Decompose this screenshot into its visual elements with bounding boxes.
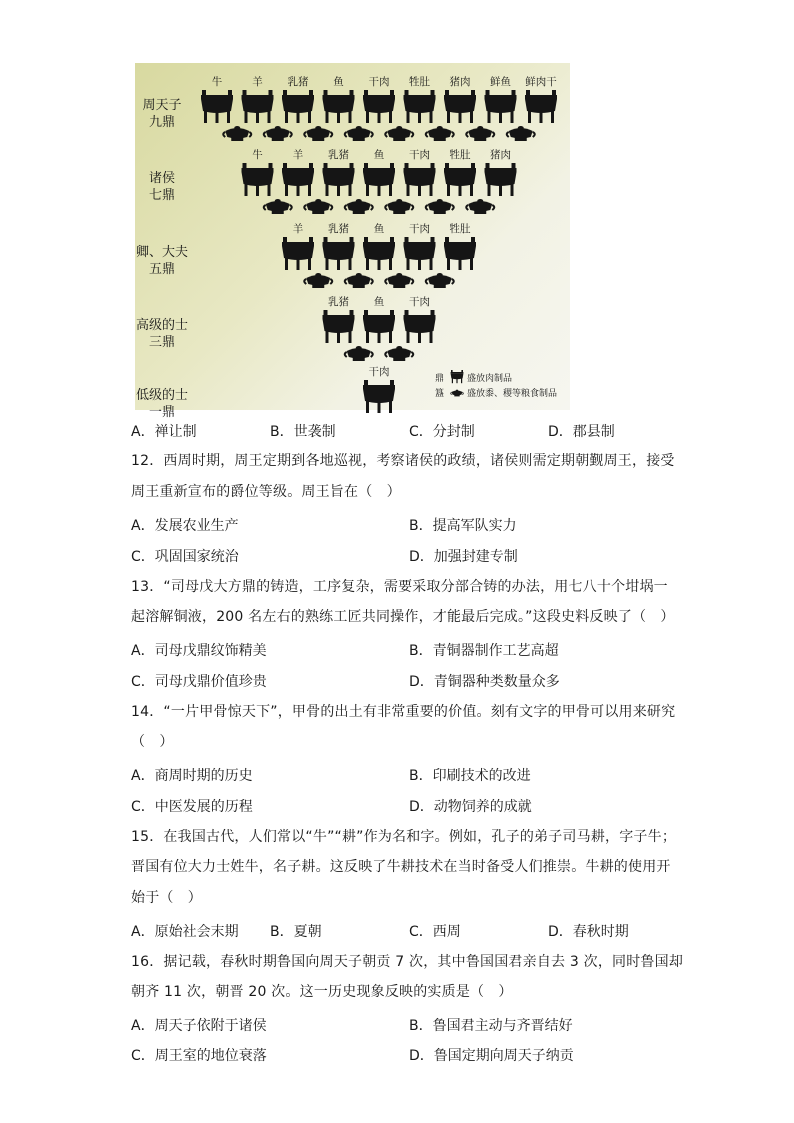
q14-stem-line-1: 14．“一片甲骨惊天下”，甲骨的出土有非常重要的价值。刻有文字的甲骨可以用来研究: [131, 704, 676, 720]
q12-option-a[interactable]: A．发展农业生产: [131, 518, 239, 534]
q14-stem-line-2: （ ）: [131, 734, 174, 750]
ding-vessel-icon: [404, 310, 436, 343]
food-label: 干肉: [409, 223, 430, 235]
legend-gui-icon: [451, 390, 464, 397]
legend-char: 鼎: [435, 374, 445, 384]
gui-vessel-icon: [385, 346, 413, 361]
food-label: 鲜鱼: [490, 76, 511, 88]
q15-option-b[interactable]: B．夏朝: [270, 924, 322, 940]
gui-vessel-icon: [345, 273, 373, 288]
q13-option-d[interactable]: D．青铜器种类数量众多: [409, 674, 560, 690]
food-label: 乳猪: [328, 223, 349, 235]
q16-stem-line-2: 朝齐 11 次，朝晋 20 次。这一历史现象反映的实质是（ ）: [131, 984, 513, 1000]
gui-vessel-icon: [264, 199, 292, 214]
ding-vessel-icon: [242, 90, 274, 123]
gui-vessel-icon: [507, 126, 535, 141]
q14-option-d[interactable]: D．动物饲养的成就: [409, 799, 532, 815]
ding-vessel-icon: [323, 310, 355, 343]
gui-vessel-icon: [304, 199, 332, 214]
q14-option-a[interactable]: A．商周时期的历史: [131, 768, 253, 784]
gui-vessel-icon: [426, 273, 454, 288]
food-label: 乳猪: [287, 76, 309, 88]
food-label: 牛: [252, 149, 263, 161]
q12-option-b[interactable]: B．提高军队实力: [409, 518, 517, 534]
food-label: 乳猪: [328, 296, 349, 308]
q15-stem-line-2: 晋国有位大力士姓牛，名子耕。这反映了牛耕技术在当时备受人们推崇。牛耕的使用开: [131, 859, 671, 875]
ding-vessel-icon: [201, 90, 233, 123]
ding-vessel-icon: [363, 90, 395, 123]
ding-count-label: 七鼎: [148, 188, 176, 203]
q13-option-b[interactable]: B．青铜器制作工艺高超: [409, 643, 559, 659]
ding-count-label: 三鼎: [148, 335, 176, 350]
food-label: 干肉: [409, 149, 430, 161]
ding-vessel-icon: [404, 163, 436, 196]
ding-vessel-icon: [363, 310, 395, 343]
q16-option-a[interactable]: A．周天子依附于诸侯: [131, 1018, 267, 1034]
q16-option-c[interactable]: C．周王室的地位衰落: [131, 1048, 267, 1064]
rank-label: 低级的士: [135, 388, 189, 403]
ding-vessel-icon: [323, 163, 355, 196]
gui-vessel-icon: [264, 126, 292, 141]
q13-stem-line-1: 13．“司母戊大方鼎的铸造，工序复杂，需要采取分部合铸的办法，用七八十个坩埚一: [131, 579, 668, 595]
gui-vessel-icon: [345, 126, 373, 141]
ding-vessel-icon: [444, 90, 476, 123]
legend-text: 盛放肉制品: [467, 374, 513, 384]
food-label: 干肉: [368, 76, 390, 88]
ding-vessel-icon: [525, 90, 557, 123]
ding-vessel-icon: [323, 90, 355, 123]
rank-label: 诸侯: [148, 171, 176, 186]
ding-count-label: 一鼎: [148, 405, 176, 420]
food-label: 牲肚: [409, 76, 430, 88]
gui-vessel-icon: [223, 126, 251, 141]
ding-vessel-icon: [444, 163, 476, 196]
food-label: 干肉: [368, 366, 390, 378]
ding-vessel-icon: [363, 237, 395, 270]
food-label: 鱼: [373, 149, 385, 161]
ding-vessel-icon: [485, 90, 517, 123]
rank-label: 周天子: [142, 98, 182, 113]
q15-option-a[interactable]: A．原始社会末期: [131, 924, 239, 940]
rank-label: 高级的士: [135, 318, 189, 333]
ding-vessel-icon: [363, 380, 395, 413]
q13-option-a[interactable]: A．司母戊鼎纹饰精美: [131, 643, 267, 659]
food-label: 鱼: [373, 296, 385, 308]
food-label: 牲肚: [449, 223, 471, 235]
q11-option-c[interactable]: C．分封制: [409, 424, 475, 440]
q16-option-b[interactable]: B．鲁国君主动与齐晋结好: [409, 1018, 573, 1034]
q12-option-d[interactable]: D．加强封建专制: [409, 549, 518, 565]
food-label: 乳猪: [328, 149, 349, 161]
q15-option-c[interactable]: C．西周: [409, 924, 461, 940]
ding-vessel-icon: [404, 90, 436, 123]
ding-vessel-icon: [282, 237, 314, 270]
q12-option-c[interactable]: C．巩固国家统治: [131, 549, 239, 565]
gui-vessel-icon: [385, 273, 413, 288]
q15-stem-line-3: 始于（ ）: [131, 890, 202, 906]
ding-vessel-icon: [485, 163, 517, 196]
gui-vessel-icon: [385, 126, 413, 141]
food-label: 干肉: [409, 296, 430, 308]
q11-option-a[interactable]: A．禅让制: [131, 424, 197, 440]
gui-vessel-icon: [345, 346, 373, 361]
gui-vessel-icon: [345, 199, 373, 214]
food-label: 猪肉: [490, 149, 511, 161]
food-label: 鱼: [333, 76, 344, 88]
q12-stem-line-1: 12．西周时期，周王定期到各地巡视，考察诸侯的政绩，诸侯则需定期朝觐周王，接受: [131, 453, 675, 469]
ding-count-label: 五鼎: [148, 262, 176, 277]
ding-hierarchy-diagram: [135, 63, 570, 420]
food-label: 牛: [211, 76, 223, 88]
q13-option-c[interactable]: C．司母戊鼎价值珍贵: [131, 674, 267, 690]
legend-text: 盛放黍、稷等粮食制品: [467, 389, 558, 399]
ding-vessel-icon: [323, 237, 355, 270]
q15-stem-line-1: 15．在我国古代，人们常以“牛”“耕”作为名和字。例如，孔子的弟子司马耕，字子牛；: [131, 829, 677, 845]
q12-stem-line-2: 周王重新宣布的爵位等级。周王旨在（ ）: [131, 484, 401, 500]
q15-option-d[interactable]: D．春秋时期: [548, 924, 629, 940]
legend-char: 簋: [435, 389, 445, 399]
food-label: 鱼: [373, 223, 385, 235]
ding-vessel-icon: [282, 163, 314, 196]
legend-ding-icon: [451, 370, 464, 383]
gui-vessel-icon: [385, 199, 413, 214]
q11-option-d[interactable]: D．郡县制: [548, 424, 615, 440]
ding-hierarchy-figure: [135, 63, 570, 420]
q14-option-b[interactable]: B．印刷技术的改进: [409, 768, 531, 784]
q16-stem-line-1: 16．据记载，春秋时期鲁国向周天子朝贡 7 次，其中鲁国国君亲自去 3 次，同时鲁国却: [131, 954, 684, 970]
ding-vessel-icon: [282, 90, 314, 123]
gui-vessel-icon: [426, 126, 454, 141]
ding-vessel-icon: [242, 163, 274, 196]
gui-vessel-icon: [304, 273, 332, 288]
food-label: 鲜肉干: [525, 76, 557, 88]
ding-vessel-icon: [363, 163, 395, 196]
q11-option-b[interactable]: B．世袭制: [270, 424, 336, 440]
food-label: 羊: [292, 223, 304, 235]
rank-label: 卿、大夫: [135, 245, 189, 260]
q13-stem-line-2: 起溶解铜液，200 名左右的熟练工匠共同操作，才能最后完成。”这段史料反映了（ ）: [131, 609, 675, 625]
q14-option-c[interactable]: C．中医发展的历程: [131, 799, 253, 815]
gui-vessel-icon: [466, 126, 494, 141]
ding-vessel-icon: [404, 237, 436, 270]
gui-vessel-icon: [304, 126, 332, 141]
food-label: 羊: [252, 76, 263, 88]
gui-vessel-icon: [426, 199, 454, 214]
food-label: 牲肚: [449, 149, 471, 161]
food-label: 猪肉: [449, 76, 471, 88]
food-label: 羊: [292, 149, 304, 161]
ding-vessel-icon: [444, 237, 476, 270]
gui-vessel-icon: [466, 199, 494, 214]
ding-count-label: 九鼎: [148, 115, 176, 130]
q16-option-d[interactable]: D．鲁国定期向周天子纳贡: [409, 1048, 574, 1064]
